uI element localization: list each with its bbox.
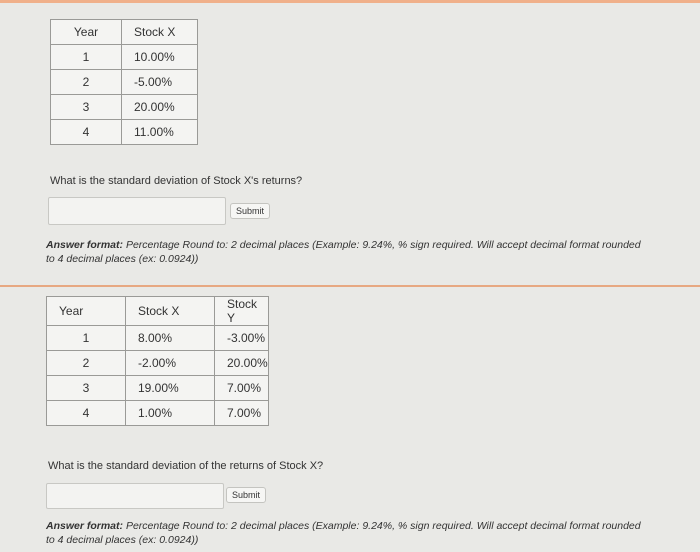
- answer-format-text: Percentage Round to: 2 decimal places (Example: 9.24%, % sign required. Will accept decimal format rounded to 4 decimal places (ex: 0.0924)): [46, 520, 641, 546]
- year-cell: 2: [51, 70, 122, 95]
- problem-2-panel: [0, 288, 700, 552]
- year-column-header: Year: [47, 297, 126, 326]
- section-divider: [0, 285, 700, 287]
- table-row: [47, 326, 269, 351]
- answer-format-note: [46, 238, 646, 266]
- submit-button[interactable]: Submit: [230, 203, 270, 219]
- table-row: [51, 45, 198, 70]
- stock-x-return-cell: 19.00%: [126, 376, 215, 401]
- table-row: [47, 401, 269, 426]
- stock-x-column-header: Stock X: [122, 20, 198, 45]
- answer-format-label: Answer format:: [46, 239, 124, 251]
- stock-x-returns-table: [50, 19, 198, 145]
- answer-format-text: Percentage Round to: 2 decimal places (Example: 9.24%, % sign required. Will accept decimal format rounded to 4 decimal places (ex: 0.0924)): [46, 239, 641, 265]
- stock-y-return-cell: 7.00%: [215, 401, 269, 426]
- question-text: What is the standard deviation of the returns of Stock X?: [48, 460, 324, 472]
- year-cell: 3: [51, 95, 122, 120]
- table-row: [47, 351, 269, 376]
- year-cell: 4: [47, 401, 126, 426]
- stock-y-return-cell: 20.00%: [215, 351, 269, 376]
- year-cell: 1: [51, 45, 122, 70]
- table-row: [51, 120, 198, 145]
- question-text: What is the standard deviation of Stock X's returns?: [50, 175, 303, 187]
- table-row: [51, 70, 198, 95]
- stock-y-column-header: Stock Y: [215, 297, 269, 326]
- table-row: [47, 376, 269, 401]
- year-cell: 4: [51, 120, 122, 145]
- answer-input[interactable]: [46, 483, 224, 509]
- year-column-header: Year: [51, 20, 122, 45]
- submit-button[interactable]: Submit: [226, 487, 266, 503]
- stock-x-return-cell: 10.00%: [122, 45, 198, 70]
- stock-x-return-cell: 11.00%: [122, 120, 198, 145]
- stock-x-return-cell: 20.00%: [122, 95, 198, 120]
- stock-x-return-cell: -2.00%: [126, 351, 215, 376]
- stock-x-return-cell: 8.00%: [126, 326, 215, 351]
- stock-x-column-header: Stock X: [126, 297, 215, 326]
- year-cell: 1: [47, 326, 126, 351]
- year-cell: 3: [47, 376, 126, 401]
- stock-x-return-cell: 1.00%: [126, 401, 215, 426]
- answer-format-note: [46, 519, 646, 547]
- answer-input[interactable]: [48, 197, 226, 225]
- year-cell: 2: [47, 351, 126, 376]
- answer-format-label: Answer format:: [46, 520, 124, 532]
- stock-x-return-cell: -5.00%: [122, 70, 198, 95]
- stock-y-return-cell: -3.00%: [215, 326, 269, 351]
- stock-x-y-returns-table: [46, 296, 269, 426]
- table-header-row: [51, 20, 198, 45]
- table-row: [51, 95, 198, 120]
- problem-1-panel: [0, 3, 700, 285]
- table-header-row: [47, 297, 269, 326]
- stock-y-return-cell: 7.00%: [215, 376, 269, 401]
